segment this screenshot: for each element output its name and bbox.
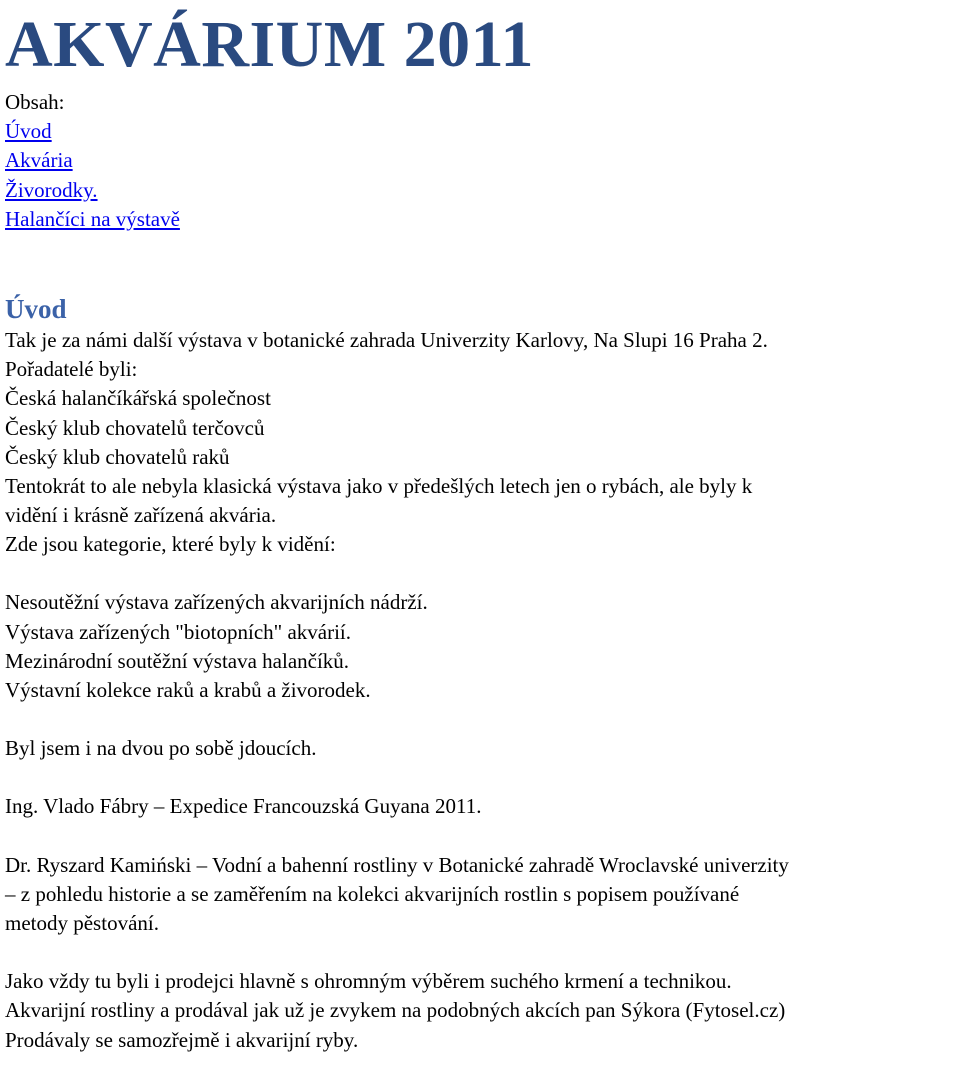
talks-intro: Byl jsem i na dvou po sobě jdoucích. — [5, 736, 317, 761]
organizer-item: Český klub chovatelů terčovců — [5, 415, 265, 440]
talk-item-line: – z pohledu historie a se zaměřením na kolekci akvarijních rostlin s popisem používané — [5, 881, 740, 906]
category-item: Nesoutěžní výstava zařízených akvarijních nádrží. — [5, 590, 428, 615]
table-of-contents — [5, 88, 960, 234]
category-item: Výstava zařízených "biotopních" akvárií. — [5, 619, 352, 644]
exhibition-paragraph-line: Tentokrát to ale nebyla klasická výstava jako v předešlých letech jen o rybách, ale byly k — [5, 473, 753, 498]
document-title: AKVÁRIUM 2011 — [5, 8, 534, 81]
closing-line: Akvarijní rostliny a prodával jak už je zvykem na podobných akcích pan Sýkora (Fytosel.cz) — [5, 998, 786, 1023]
closing-line: Prodávaly se samozřejmě i akvarijní ryby. — [5, 1027, 359, 1052]
document-page — [5, 0, 960, 1055]
exhibition-paragraph-line: vidění i krásně zařízená akvária. — [5, 503, 277, 528]
organizer-item: Český klub chovatelů raků — [5, 444, 230, 469]
toc-link-uvod[interactable]: Úvod — [5, 119, 52, 144]
toc-link-zivorodky[interactable]: Živorodky. — [5, 177, 98, 202]
talk-item-line: Dr. Ryszard Kamiński – Vodní a bahenní rostliny v Botanické zahradě Wroclavské univerzity — [5, 852, 789, 877]
organizers-label: Pořadatelé byli: — [5, 357, 138, 382]
talk-item: Ing. Vlado Fábry – Expedice Francouzská Guyana 2011. — [5, 794, 482, 819]
toc-link-halancici[interactable]: Halančíci na výstavě — [5, 206, 180, 231]
toc-link-akvaria[interactable]: Akvária — [5, 148, 73, 173]
intro-paragraph: Tak je za námi další výstava v botanické zahrada Univerzity Karlovy, Na Slupi 16 Praha 2. — [5, 327, 768, 352]
category-item: Mezinárodní soutěžní výstava halančíků. — [5, 648, 350, 673]
toc-label: Obsah: — [5, 90, 65, 114]
section-heading-uvod: Úvod — [5, 293, 67, 324]
organizer-item: Česká halančíkářská společnost — [5, 386, 271, 411]
categories-label: Zde jsou kategorie, které byly k vidění: — [5, 532, 336, 557]
section-uvod-body — [5, 326, 960, 1055]
talk-item-line: metody pěstování. — [5, 910, 159, 935]
category-item: Výstavní kolekce raků a krabů a živorodek. — [5, 678, 371, 702]
closing-line: Jako vždy tu byli i prodejci hlavně s ohromným výběrem suchého krmení a technikou. — [5, 969, 732, 994]
